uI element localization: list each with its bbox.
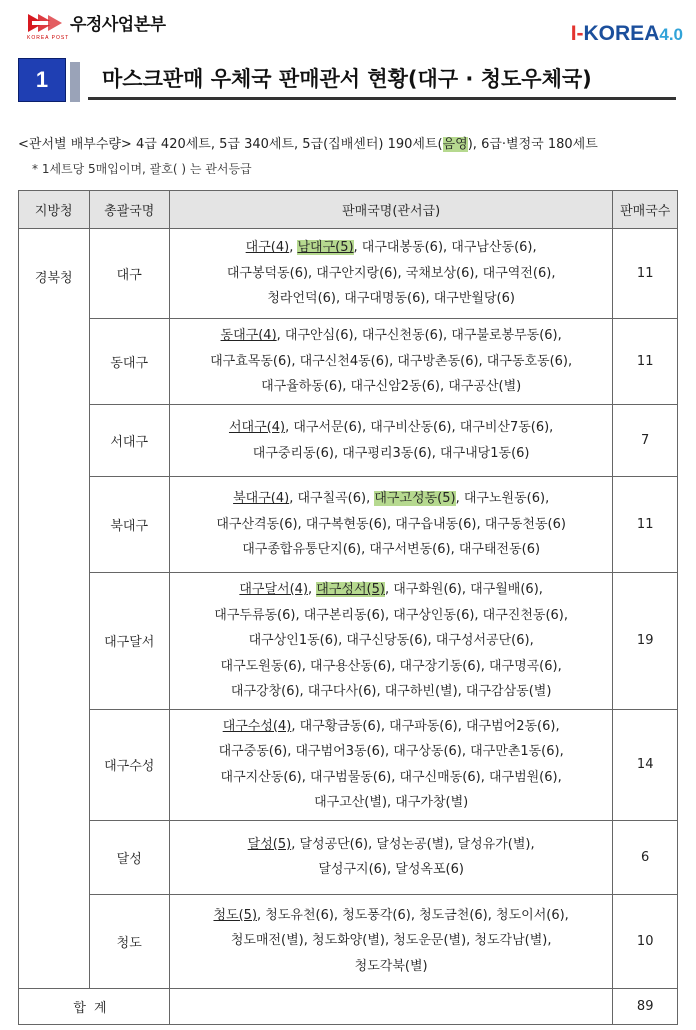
primary-office: 대구(4) [245, 240, 290, 256]
office-line [176, 323, 606, 349]
col-header-count: 판매국수 [613, 191, 678, 229]
office-line [176, 441, 606, 467]
shading-note: 음영 [442, 137, 468, 152]
org-logo [26, 10, 166, 35]
office-line [176, 603, 606, 629]
brand-korea: KOREA [583, 22, 660, 45]
office-list-cell [169, 894, 612, 988]
table-header-row [19, 191, 678, 229]
office-text: 대구중동(6), 대구범어3동(6), 대구상동(6), 대구만촌1동(6), [218, 744, 564, 759]
section-heading: 마스크판매 우체국 판매관서 현황(대구 · 청도우체국) [88, 58, 676, 100]
office-text: 대구지산동(6), 대구범물동(6), 대구신매동(6), 대구범원(6), [220, 769, 562, 785]
total-empty-cell [169, 988, 612, 1024]
table-row [19, 477, 678, 573]
hq-name-cell: 달성 [89, 820, 169, 894]
office-list-cell [169, 405, 612, 477]
office-count-cell: 11 [613, 319, 678, 405]
office-list-cell [169, 229, 612, 319]
office-line [176, 765, 606, 791]
office-line [176, 349, 606, 375]
primary-office: 달성(5) [247, 836, 292, 852]
office-line [176, 512, 606, 538]
office-line [176, 286, 606, 312]
total-count: 89 [613, 988, 678, 1024]
office-line [176, 790, 606, 816]
table-row [19, 229, 678, 319]
office-text: , 대구화원(6), 대구월배(6), [384, 582, 543, 597]
col-header-hq: 총괄국명 [89, 191, 169, 229]
office-text: 달성구지(6), 달성옥포(6) [318, 862, 464, 877]
total-row [19, 988, 678, 1024]
org-name: 우정사업본부 [70, 15, 166, 35]
hq-name-cell: 서대구 [89, 405, 169, 477]
table-row [19, 820, 678, 894]
section-number: 1 [18, 58, 66, 102]
hq-name-cell: 북대구 [89, 477, 169, 573]
set-note: * 1세트당 5매입이며, 괄호( ) 는 관서등급 [32, 162, 252, 176]
office-line [176, 679, 606, 705]
region-cell: 경북청 [19, 229, 90, 989]
office-count-cell: 10 [613, 894, 678, 988]
highlighted-office: 남대구(5) [297, 240, 354, 256]
office-text: 대구강창(6), 대구다사(6), 대구하빈(별), 대구감삼동(별) [230, 684, 552, 699]
primary-office: 대구달서(4) [239, 582, 309, 597]
office-text: , 대구서문(6), 대구비산동(6), 대구비산7동(6), [285, 420, 554, 435]
table-row [19, 405, 678, 477]
distribution-info [18, 133, 598, 152]
hq-name-cell: 동대구 [89, 319, 169, 405]
sales-office-table [18, 190, 678, 1025]
korea-post-logo-icon [26, 12, 64, 34]
office-text: 청도매전(별), 청도화양(별), 청도운문(별), 청도각남(별), [230, 933, 552, 949]
office-line [176, 954, 606, 980]
primary-office: 청도(5) [213, 907, 258, 923]
office-line [176, 486, 606, 512]
office-line [176, 537, 606, 563]
brand-i: I- [570, 22, 584, 45]
office-text: , 청도유천(6), 청도풍각(6), 청도금천(6), 청도이서(6), [257, 907, 569, 923]
office-line [176, 577, 606, 603]
office-list-cell [169, 319, 612, 405]
office-list-cell [169, 709, 612, 820]
hq-name-cell: 대구달서 [89, 573, 169, 710]
office-count-cell: 6 [613, 820, 678, 894]
office-text: , [289, 240, 298, 256]
col-header-offices: 판매국명(관서급) [169, 191, 612, 229]
office-line [176, 857, 606, 883]
ikorea-logo [571, 22, 683, 46]
office-text: , 대구대봉동(6), 대구남산동(6), [353, 240, 537, 256]
office-line [176, 903, 606, 929]
office-text: , 대구황금동(6), 대구파동(6), 대구범어2동(6), [291, 718, 560, 734]
col-header-region: 지방청 [19, 191, 90, 229]
office-text: , 대구칠곡(6), [289, 491, 375, 507]
org-subname: KOREA POST [27, 35, 70, 41]
office-count-cell: 19 [613, 573, 678, 710]
total-label: 합계 [19, 988, 170, 1024]
brand-version: 4.0 [659, 25, 683, 44]
office-text: , 대구안심(6), 대구신천동(6), 대구불로봉무동(6), [276, 328, 562, 344]
office-text: 대구봉덕동(6), 대구안지랑(6), 국채보상(6), 대구역전(6), [226, 265, 556, 281]
office-text: 대구산격동(6), 대구복현동(6), 대구읍내동(6), 대구동천동(6) [216, 516, 566, 532]
office-line [176, 628, 606, 654]
office-line [176, 235, 606, 261]
office-text: 대구종합유통단지(6), 대구서변동(6), 대구태전동(6) [242, 542, 541, 558]
office-text: , 달성공단(6), 달성논공(별), 달성유가(별), [291, 836, 535, 852]
office-line [176, 654, 606, 680]
office-text: 청도각북(별) [354, 958, 428, 974]
title-divider [70, 62, 80, 102]
office-line [176, 374, 606, 400]
office-count-cell: 11 [613, 229, 678, 319]
office-line [176, 415, 606, 441]
office-text: 대구중리동(6), 대구평리3동(6), 대구내당1동(6) [252, 445, 530, 461]
table-row [19, 573, 678, 710]
office-text: 대구두류동(6), 대구본리동(6), 대구상인동(6), 대구진천동(6), [214, 607, 569, 623]
table-row [19, 709, 678, 820]
hq-name-cell: 청도 [89, 894, 169, 988]
office-line [176, 928, 606, 954]
office-text: , 대구노원동(6), [455, 491, 550, 507]
office-text: 대구율하동(6), 대구신암2동(6), 대구공산(별) [261, 379, 522, 395]
office-text: 대구도원동(6), 대구용산동(6), 대구장기동(6), 대구명곡(6), [220, 658, 562, 674]
info-text-pre: <관서별 배부수량> 4급 420세트, 5급 340세트, 5급(집배센터) 190세트( [18, 137, 443, 152]
primary-office: 동대구(4) [220, 328, 277, 344]
office-text: , [308, 582, 317, 597]
office-count-cell: 7 [613, 405, 678, 477]
office-count-cell: 11 [613, 477, 678, 573]
highlighted-office: 대구성서(5) [316, 582, 385, 597]
highlighted-office: 대구고성동(5) [374, 491, 456, 507]
office-count-cell: 14 [613, 709, 678, 820]
primary-office: 대구수성(4) [222, 718, 292, 734]
table-row [19, 894, 678, 988]
office-list-cell [169, 573, 612, 710]
office-text: 대구효목동(6), 대구신천4동(6), 대구방촌동(6), 대구동호동(6), [210, 353, 573, 369]
table-row [19, 319, 678, 405]
section-title [18, 58, 676, 102]
office-line [176, 714, 606, 740]
office-list-cell [169, 477, 612, 573]
office-line [176, 832, 606, 858]
hq-name-cell: 대구수성 [89, 709, 169, 820]
office-list-cell [169, 820, 612, 894]
primary-office: 북대구(4) [233, 491, 290, 507]
page-header [0, 0, 696, 50]
info-text-post: ), 6급·별정국 180세트 [467, 137, 598, 152]
office-text: 청라언덕(6), 대구대명동(6), 대구반월당(6) [267, 291, 515, 307]
office-text: 대구고산(별), 대구가창(별) [314, 795, 469, 810]
office-text: 대구상인1동(6), 대구신당동(6), 대구성서공단(6), [248, 633, 534, 648]
office-line [176, 739, 606, 765]
primary-office: 서대구(4) [228, 420, 286, 435]
hq-name-cell: 대구 [89, 229, 169, 319]
office-line [176, 261, 606, 287]
